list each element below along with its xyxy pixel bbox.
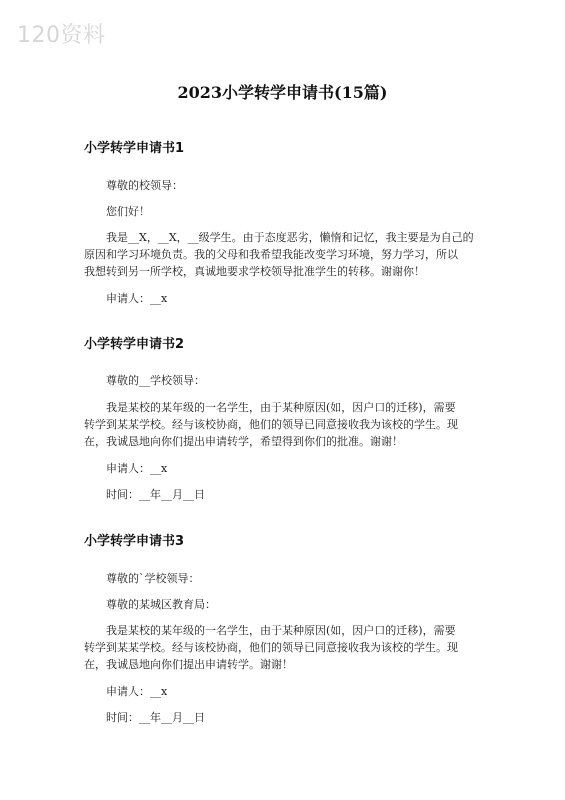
- body-line: 在，我诚恳地向你们提出申请转学，希望得到你们的批准。谢谢！: [84, 435, 403, 448]
- greeting: 您们好！: [106, 205, 150, 218]
- salutation-secondary: 尊敬的某城区教育局：: [106, 598, 216, 611]
- body-line: 我是__X，__X，__级学生。由于态度恶劣，懒惰和记忆，我主要是为自己的: [106, 231, 474, 244]
- body-line: 我是某校的某年级的一名学生，由于某种原因(如，因户口的迁移)，需要: [106, 624, 456, 637]
- body-paragraph: [84, 622, 484, 673]
- section-heading: 小学转学申请书2: [84, 337, 185, 352]
- body-paragraph: [84, 399, 484, 450]
- body-line: 转学到某某学校。经与该校协商，他们的领导已同意接收我为该校的学生。现: [84, 418, 458, 431]
- section-3: [84, 530, 484, 726]
- watermark-logo: 120资料: [17, 23, 106, 48]
- section-heading: 小学转学申请书1: [84, 141, 185, 156]
- date-line: 时间：__年__月__日: [106, 488, 205, 501]
- salutation: 尊敬的校领导：: [106, 179, 183, 192]
- body-line: 我是某校的某年级的一名学生，由于某种原因(如，因户口的迁移)，需要: [106, 401, 456, 414]
- body-line: 在，我诚恳地向你们提出申请转学。谢谢！: [84, 658, 293, 671]
- salutation: 尊敬的`学校领导：: [106, 572, 200, 585]
- section-1: [84, 137, 484, 307]
- body-line: 我想转到另一所学校，真诚地要求学校领导批准学生的转移。谢谢你！: [84, 265, 425, 278]
- document-title: 2023小学转学申请书(15篇): [177, 83, 388, 102]
- body-paragraph: [84, 229, 484, 280]
- applicant: 申请人：__x: [106, 462, 168, 475]
- applicant: 申请人：__x: [106, 685, 168, 698]
- section-heading: 小学转学申请书3: [84, 534, 185, 549]
- section-2: [84, 333, 484, 503]
- salutation: 尊敬的__学校领导：: [106, 374, 205, 387]
- date-line: 时间：__年__月__日: [106, 711, 205, 724]
- applicant: 申请人：__x: [106, 292, 168, 305]
- body-line: 原因和学习环境负责。我的父母和我希望我能改变学习环境，努力学习，所以: [84, 248, 458, 261]
- body-line: 转学到某某学校。经与该校协商，他们的领导已同意接收我为该校的学生。现: [84, 641, 458, 654]
